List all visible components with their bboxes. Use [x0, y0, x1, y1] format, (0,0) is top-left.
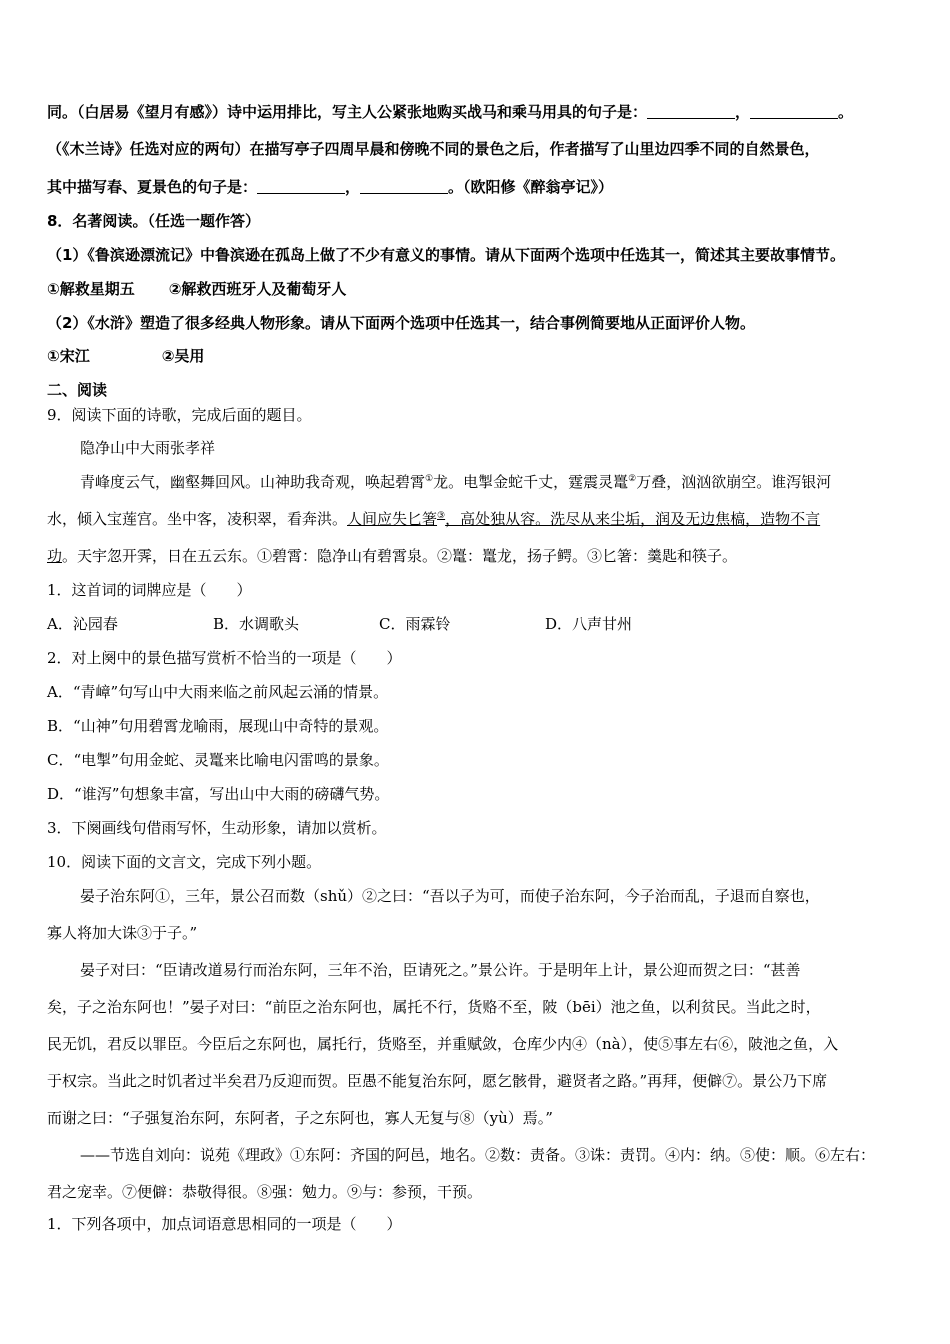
underlined-text: 功 — [47, 547, 63, 565]
underlined-text: ，高处独从容。洗尽从来尘垢，润及无边焦槁，造物不言 — [445, 510, 821, 528]
answer-blank[interactable] — [257, 179, 345, 194]
option-c[interactable]: C．雨霖铃 — [379, 615, 451, 633]
option-1: ①解救星期五 — [47, 280, 135, 298]
passage-p2-line2: 矣，子之治东阿也！”晏子对曰：“前臣之治东阿也，属托不行，货赂不至，陂（bēi）池之鱼，以利贫民。当此之时， — [47, 998, 821, 1016]
poem-line-2: 水，倾入宝莲宫。坐中客，凌积翠，看奔洪。人间应失匕箸③，高处独从容。洗尽从来尘垢，润及无边焦槁，造物不言 — [47, 510, 821, 528]
answer-blank[interactable] — [360, 179, 448, 194]
q9-sub2-option-a[interactable]: A．“青嶂”句写山中大雨来临之前风起云涌的情景。 — [47, 683, 389, 701]
passage-p2-line4: 于权宗。当此之时饥者过半矣君乃反迎而贺。臣愚不能复治东阿，愿乞骸骨，避贤者之路。”再拜，便僻⑦。景公乃下席 — [47, 1072, 828, 1090]
q8-part2: （2）《水浒》塑造了很多经典人物形象。请从下面两个选项中任选其一，结合事例简要地从正面评价人物。 — [47, 314, 755, 332]
poem-line-3: 功。天宇忽开霁，日在五云东。①碧霄：隐净山有碧霄泉。②鼍：鼍龙，扬子鳄。③匕箸：羹匙和筷子。 — [47, 547, 738, 565]
q9-sub1: 1．这首词的词牌应是（ ） — [47, 581, 252, 599]
option-2: ②解救西班牙人及葡萄牙人 — [168, 280, 347, 298]
answer-blank[interactable] — [750, 104, 838, 119]
q7-line1-text: 同。（白居易《望月有感》）诗中运用排比，写主人公紧张地购买战马和乘马用具的句子是： — [47, 103, 648, 121]
q9-sub2-option-d[interactable]: D．“谁泻”句想象丰富，写出山中大雨的磅礴气势。 — [47, 785, 390, 803]
poem-title: 隐净山中大雨张孝祥 — [80, 439, 216, 457]
q8-part1: （1）《鲁滨逊漂流记》中鲁滨逊在孤岛上做了不少有意义的事情。请从下面两个选项中任选其一，简述其主要故事情节。 — [47, 246, 845, 264]
option-2: ②吴用 — [161, 347, 205, 365]
q8-title: 8．名著阅读。（任选一题作答） — [47, 212, 260, 230]
poem-line-1: 青峰度云气，幽壑舞回风。山神助我奇观，唤起碧霄①龙。电掣金蛇千丈，霆震灵鼍②万叠，汹汹欲崩空。谁泻银河 — [80, 473, 832, 491]
q9-sub2-option-b[interactable]: B．“山神”句用碧霄龙喻雨，展现山中奇特的景观。 — [47, 717, 389, 735]
option-1: ①宋江 — [47, 347, 90, 365]
option-b[interactable]: B．水调歌头 — [213, 615, 300, 633]
passage-p1-line1: 晏子治东阿①，三年，景公召而数（shǔ）②之曰：“吾以子为可，而使子治东阿，今子治而乱，子退而自察也， — [80, 887, 820, 905]
q9-sub1-options — [47, 614, 910, 634]
section-heading: 二、阅读 — [47, 381, 108, 399]
option-d[interactable]: D．八声甘州 — [545, 615, 633, 633]
source-notes-line1: ——节选自刘向：说苑《理政》①东阿：齐国的阿邑，地名。②数：责备。③诛：责罚。④内：纳。⑤使：顺。⑥左右： — [80, 1146, 876, 1164]
passage-p2-line1: 晏子对曰：“臣请改道易行而治东阿，三年不治，臣请死之。”景公许。于是明年上计，景公迎而贺之曰：“甚善 — [80, 961, 801, 979]
q9-sub3: 3．下阕画线句借雨写怀，生动形象，请加以赏析。 — [47, 819, 387, 837]
answer-blank[interactable] — [647, 104, 735, 119]
option-a[interactable]: A．沁园春 — [47, 615, 118, 633]
underlined-text: 人间应失匕箸 — [347, 510, 438, 528]
passage-p2-line3: 民无饥，君反以罪臣。今臣后之东阿也，属托行，货赂至，并重赋敛，仓库少内④（nà），使⑤事左右⑥，陂池之鱼，入 — [47, 1035, 839, 1053]
passage-p1-line2: 寡人将加大诛③于子。” — [47, 924, 198, 942]
q7-line3: 其中描写春、夏景色的句子是： ， 。（欧阳修《醉翁亭记》） — [47, 178, 614, 196]
source-notes-line2: 君之宠幸。⑦便僻：恭敬得很。⑧强：勉力。⑨与：参预，干预。 — [47, 1183, 483, 1201]
q7-line1: 同。（白居易《望月有感》）诗中运用排比，写主人公紧张地购买战马和乘马用具的句子是： ， 。 — [47, 103, 854, 121]
q9-sub2: 2．对上阕中的景色描写赏析不恰当的一项是（ ） — [47, 649, 402, 667]
q7-line2: （《木兰诗》任选对应的两句）在描写亭子四周早晨和傍晚不同的景色之后，作者描写了山里边四季不同的自然景色， — [47, 140, 820, 158]
q9-sub2-option-c[interactable]: C．“电掣”句用金蛇、灵鼍来比喻电闪雷鸣的景象。 — [47, 751, 389, 769]
q10-title: 10．阅读下面的文言文，完成下列小题。 — [47, 853, 322, 871]
q9-title: 9．阅读下面的诗歌，完成后面的题目。 — [47, 406, 312, 424]
q8-part2-options — [47, 346, 910, 366]
q10-sub1: 1．下列各项中，加点词语意思相同的一项是（ ） — [47, 1215, 402, 1233]
q8-part1-options — [47, 279, 910, 299]
passage-p2-line5: 而谢之曰：“子强复治东阿，东阿者，子之东阿也，寡人无复与⑧（yù）焉。” — [47, 1109, 553, 1127]
